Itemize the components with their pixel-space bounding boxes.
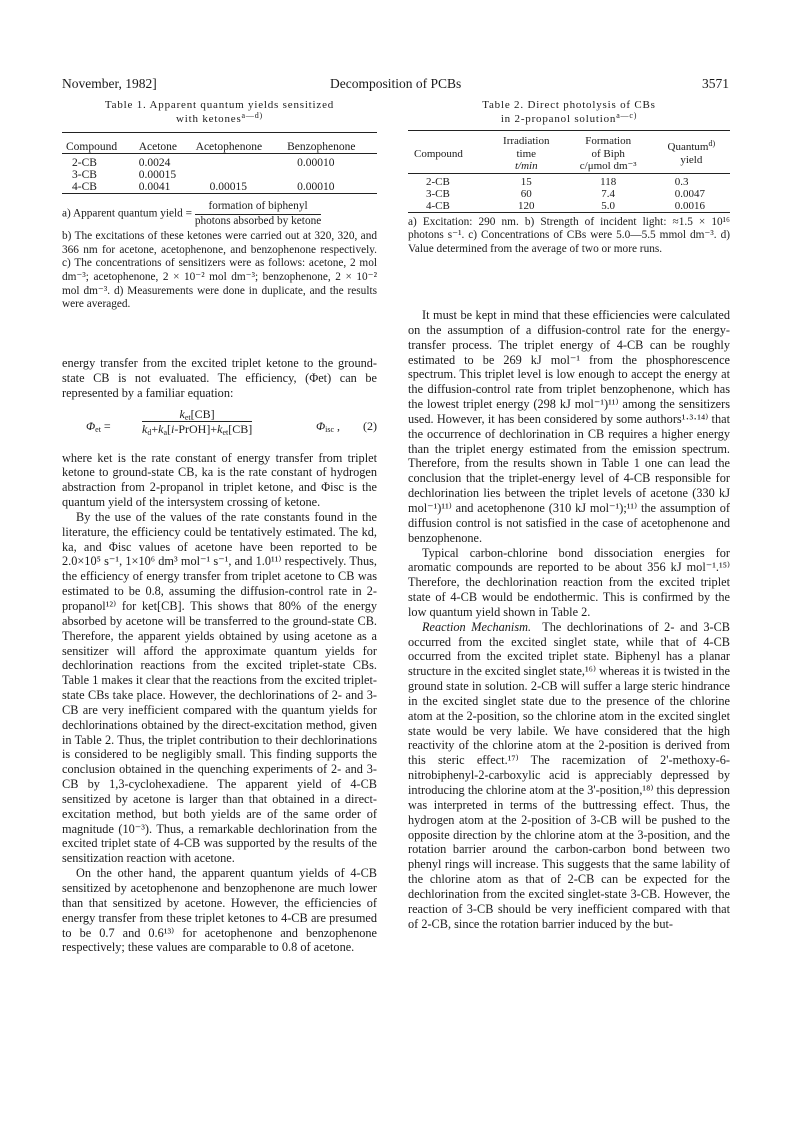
table-row: 4-CB 0.0041 0.00015 0.00010	[72, 181, 335, 193]
yield-fraction: $\frac{\text{formation of biphenyl}}{\text{photons absorbed by ketone}}$	[194, 200, 322, 227]
paragraph: By the use of the values of the rate constants found in the literature, the efficiency could be tentatively estimated. The kd, ka, and Φisc values of acetone have been reported to be 2.0×10⁵ s⁻¹, 1×10⁶ dm³ mol⁻¹ s⁻¹, and 1.0¹¹⁾ respectively. Thus, the efficiency of energy transfer from triplet acetone to CB was estimated to be 0.8, assuming the diffusion-control rate in 2-propanol¹²⁾ for ket[CB]. This shows that 80% of the energy absorbed by acetone will be transferred to the ground-state CB. Therefore, the apparent yields obtained by using acetone as a sensitizer will afford the approximate quantum yields for dechlorination reactions from the excited triplet-state CBs. Table 1 makes it clear that the reactions from the excited triplet-state CBs take place. However, the dechlorinations of 2- and 3-CB are very inefficient compared with the quantum yields for dechlorinations obtained by the direct-excitation method, given in Table 2. Thus, the triplet contribution to their dechlorinations is considered to be negligibly small. This finding supports the conclusion obtained in the quenching experiments of 2- and 3-CB by 1,3-cyclohexadiene. The apparent yield of 4-CB sensitized by acetone is larger than that obtained in a direct-excitation method, but both yields are of the same order of magnitude (10⁻³). Thus, a remarkable dechlorination from the excited triplet state of 4-CB was supported by the results of the sensitization reaction with acetone.	[62, 509, 377, 866]
table2-footnotes: a) Excitation: 290 nm. b) Strength of incident light: ≈1.5 × 10¹⁶ photons s⁻¹. c) Concentrations of CBs were 5.0—5.5 mmol dm⁻³. d) Value determined from the average of two or more runs.	[408, 215, 730, 255]
left-column	[62, 356, 377, 955]
table-row: 3-CB 60 7.4 0.0047	[426, 187, 705, 200]
table1	[62, 132, 377, 198]
paragraph: It must be kept in mind that these efficiencies were calculated on the assumption of a diffusion-control rate for the energy-transfer process. The triplet energy of 4-CB can be roughly estimated to be 269 kJ mol⁻¹ from the phosphorescence spectrum. This triplet level is low enough to accept the energy at the diffusion-control rate from triplet benzophenone, which has the lowest triplet energy (298 kJ mol⁻¹)¹¹⁾ among the sensitizers used. However, it has been considered by some authors¹·³·¹⁴⁾ that the occurrence of dechlorination in CB requires a higher energy than the triplet energy estimated from the emission spectrum. Therefore, from the results shown in Table 1 one can lead the conclusion that the triplet-energy level of 4-CB responsible for dechlorination lies between the triplet levels of acetone (330 kJ mol⁻¹)¹¹⁾ and acetophenone (310 kJ mol⁻¹);¹¹⁾ the assumption of diffusion control is not satisfied in the case of acetophenone and benzophenone.	[408, 308, 730, 545]
table-row: 2-CB 0.0024 0.00010	[72, 157, 335, 169]
table2-caption: Table 2. Direct photolysis of CBs in 2-propanol solution$^{a—c)}$	[482, 99, 656, 125]
running-header-title: Decomposition of PCBs	[330, 76, 462, 91]
running-header-date: November, 1982]	[62, 76, 157, 91]
table1-header: Compound Acetone Acetophenone Benzophenone	[66, 141, 356, 153]
table2	[408, 130, 730, 216]
right-column	[408, 308, 730, 931]
table1-footnotes: a) Apparent quantum yield = $\frac{\text{formation of biphenyl}}{\text{photons absorbed by ketone}}$ b) The excitations of these ketones were carried out at 320, 320, and 366 nm for acetone, acetophenone, and benzophenone respectively. c) The concentrations of sensitizers were as follows: acetone, 2 mol dm⁻³; acetophenone, 2 × 10⁻² mol dm⁻³; benzophenone, 2 × 10⁻² mol dm⁻³. d) Measurements were done in duplicate, and the results were averaged.	[62, 200, 377, 311]
paragraph: On the other hand, the apparent quantum yields of 4-CB sensitized by acetophenone and benzophenone are much lower than that sensitized by acetone. However, the efficiencies of energy transfer from these triplet ketones to 4-CB are presumed to be 0.7 and 0.6¹³⁾ for acetophenone and benzophenone respectively; these values are comparable to 0.8 of acetone.	[62, 866, 377, 955]
table1-block	[62, 98, 377, 312]
equation-number: (2)	[363, 418, 377, 433]
section-heading: Reaction Mechanism.	[422, 619, 532, 634]
table1-footnote-a: a) Apparent quantum yield = $\frac{\text{formation of biphenyl}}{\text{photons absorbed by ketone}}$	[62, 200, 322, 227]
table1-caption: Table 1. Apparent quantum yields sensitized with ketones$^{a—d)}$	[104, 99, 335, 125]
page-number: 3571	[702, 76, 729, 91]
table-row: 3-CB 0.00015	[72, 169, 177, 181]
table2-block	[408, 98, 730, 256]
table2-header: Compound Irradiation time t/min Formation of Biph c/μmol dm⁻³ Quantum$^{d)}$ yield	[414, 135, 716, 172]
paragraph: energy transfer from the excited triplet ketone to the ground-state CB is not evaluated. The efficiency, (Φet) can be represented by a familiar equation:	[62, 356, 377, 400]
paragraph: Typical carbon-chlorine bond dissociation energies for aromatic compounds are reported to be about 356 kJ mol⁻¹.¹⁵⁾ Therefore, the dechlorination reaction from the excited triplet state of 4-CB would be endothermic. This is confirmed by the low quantum yield shown in Table 2.	[408, 545, 730, 619]
paragraph: Reaction Mechanism. The dechlorinations of 2- and 3-CB occurred from the excited singlet state, while that of 4-CB occurred from the excited triplet state. Biphenyl has a planar structure in the excited singlet state,¹⁶⁾ whereas it is twisted in the ground state in solution. 2-CB will suffer a large steric hindrance in the excited singlet state due to the presence of the chlorine atom at the 2-position, so the chlorine atom in the excited singlet state would be very labile. We have considered that the high reactivity of the chlorine atom at the 2-position is derived from this steric effect.¹⁷⁾ The racemization of 2'-methoxy-6-nitrobiphenyl-2-carboxylic acid is appreciably depressed by introducing the chlorine atom at the 3'-position,¹⁸⁾ this depression was interpreted in terms of the buttressing effect. Thus, the hydrogen atom at the 2-position of 3-CB will be pushed to the opposite direction by the chlorine atom at the 3-position, and the rotation barrier around the carbon-carbon bond between two phenyl rings will increase. This suggests that the same lability of the chlorine atom as that of 2-CB can be expected for the dechlorination from the excited singlet-state 3-CB. However, the reaction of 3-CB should be very inefficient compared with that of 2-CB, since the rotation barrier induced by the but-	[408, 619, 730, 931]
equation-2: $\Phi_{et}$ = $k_{et}[CB]$ $k_d+k_a[i-PrOH]+k_{et}[CB]$ $\Phi_{isc}$ , (2)	[86, 406, 377, 438]
paragraph: where ket is the rate constant of energy transfer from triplet ketone to ground-state CB, ka is the rate constant of hydrogen abstraction from 2-propanol in triplet ketone, and Φisc is the quantum yield of the intersystem crossing of ketone.	[62, 450, 377, 510]
table-row: 2-CB 15 118 0.3	[426, 175, 689, 188]
table-row: 4-CB 120 5.0 0.0016	[426, 199, 705, 212]
